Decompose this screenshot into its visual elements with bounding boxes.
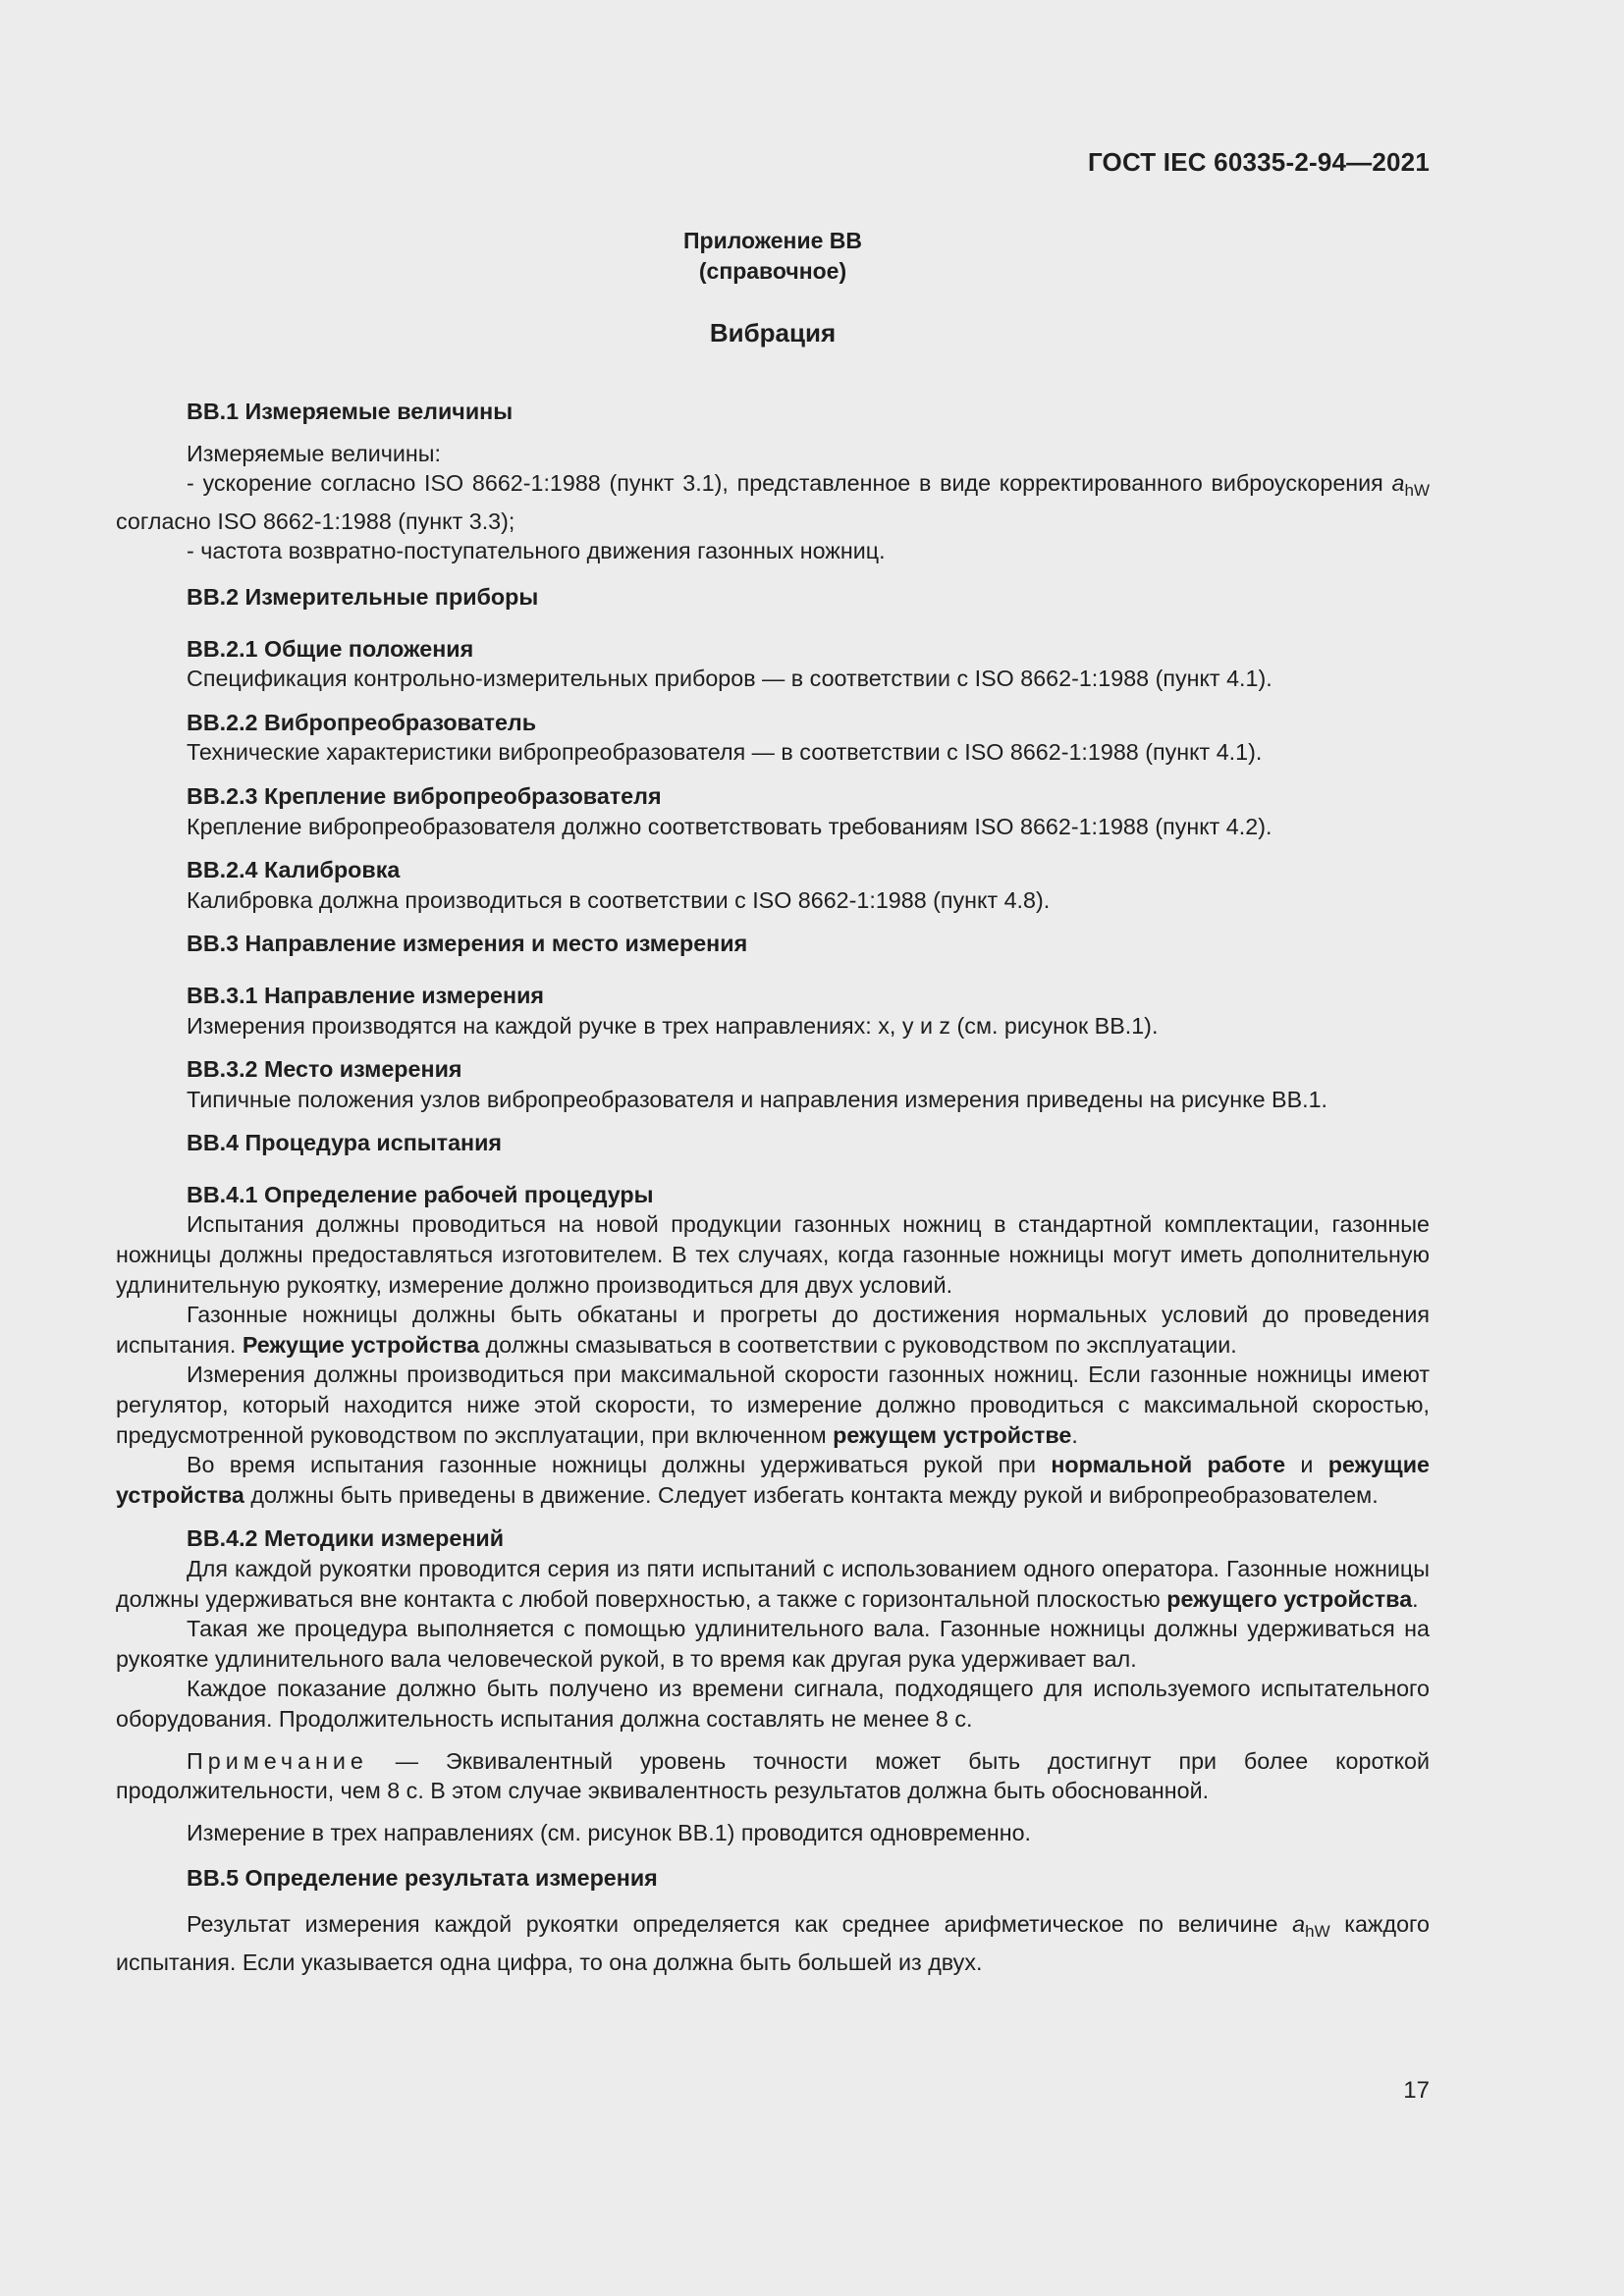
symbol-subscript: hW <box>1305 1921 1330 1941</box>
note: Примечание — Эквивалентный уровень точности может быть достигнут при более короткой продолжительности, чем 8 с. В этом случае эквивалентность результатов должна быть обоснованной. <box>116 1747 1430 1804</box>
paragraph: Измеряемые величины: <box>187 440 441 466</box>
annex-subtitle: (справочное) <box>698 258 847 284</box>
subsection-heading: ВВ.2.1 Общие положения <box>187 635 474 662</box>
subsection-heading: ВВ.4.2 Методики измерений <box>187 1525 505 1552</box>
paragraph: Измерения производятся на каждой ручке в трех направлениях: x, y и z (см. рисунок ВВ.1). <box>187 1012 1159 1039</box>
paragraph: Технические характеристики вибропреобразователя — в соответствии с ISO 8662-1:1988 (пункт 4.1). <box>187 739 1263 766</box>
paragraph: Каждое показание должно быть получено из времени сигнала, подходящего для используемого испытательного оборудования. Продолжительность испытания должна составлять не менее 8 с. <box>116 1676 1430 1732</box>
paragraph: Результат измерения каждой рукоятки определяется как среднее арифметическое по величине $a_{hW}$ каждого испытания. Если указывается одна цифра, то она должна быть большей из двух. <box>116 1910 1430 1975</box>
subsection-heading: ВВ.4.1 Определение рабочей процедуры <box>187 1181 654 1207</box>
section-heading: ВВ.5 Определение результата измерения <box>187 1865 658 1892</box>
paragraph: Крепление вибропреобразователя должно соответствовать требованиям ISO 8662-1:1988 (пункт 4.2). <box>187 813 1272 839</box>
term-bold: режущего устройства <box>1166 1585 1413 1612</box>
symbol-a: a <box>1292 1910 1306 1937</box>
paragraph: Для каждой рукоятки проводится серия из пяти испытаний с использованием одного оператора. Газонные ножницы должны удерживаться вне контакта с любой поверхностью, а также с горизонтальной плоскостью режущего устройства. <box>116 1556 1430 1612</box>
subsection-heading: ВВ.3.2 Место измерения <box>187 1056 462 1083</box>
paragraph: Калибровка должна производиться в соответствии с ISO 8662-1:1988 (пункт 4.8). <box>187 886 1051 913</box>
document-body <box>116 397 1430 1977</box>
subsection-heading: ВВ.3.1 Направление измерения <box>187 982 544 1008</box>
paragraph: Измерения должны производиться при максимальной скорости газонных ножниц. Если газонные ножницы имеют регулятор, который находится ниже этой скорости, то измерение должно проводиться с максимальной скоростью, предусмотренной руководством по эксплуатации, при включенном режущем устройстве. <box>116 1362 1430 1448</box>
paragraph: Во время испытания газонные ножницы должны удерживаться рукой при нормальной работе и режущие устройства должны быть приведены в движение. Следует избегать контакта между рукой и вибропреобразователем. <box>116 1452 1430 1508</box>
paragraph: Типичные положения узлов вибропреобразователя и направления измерения приведены на рисунке ВВ.1. <box>187 1086 1328 1112</box>
note-label: Примечание <box>187 1747 368 1774</box>
symbol-a: a <box>1391 470 1405 497</box>
term-bold: нормальной работе <box>1051 1452 1286 1478</box>
subsection-heading: ВВ.2.3 Крепление вибропреобразователя <box>187 782 662 809</box>
term-bold: режущие устройства <box>116 1452 1430 1508</box>
term-bold: режущем устройстве <box>833 1421 1072 1448</box>
symbol-subscript: hW <box>1404 481 1431 501</box>
paragraph: Спецификация контрольно-измерительных приборов — в соответствии с ISO 8662-1:1988 (пункт 4.1). <box>187 666 1272 692</box>
annex-heading <box>0 226 1545 287</box>
paragraph: Газонные ножницы должны быть обкатаны и прогреты до достижения нормальных условий до проведения испытания. Режущие устройства должны смазываться в соответствии с руководством по эксплуатации. <box>116 1302 1430 1358</box>
section-heading: ВВ.1 Измеряемые величины <box>187 399 514 424</box>
section-heading: ВВ.3 Направление измерения и место измерения <box>187 931 748 957</box>
section-heading: ВВ.4 Процедура испытания <box>187 1130 503 1156</box>
page-title: Вибрация <box>709 318 837 347</box>
annex-title: Приложение ВВ <box>682 228 862 253</box>
section-heading: ВВ.2 Измерительные приборы <box>187 583 539 610</box>
term-bold: Режущие устройства <box>242 1331 480 1358</box>
document-code: ГОСТ IEC 60335-2-94—2021 <box>1087 147 1430 177</box>
list-item: - частота возвратно-поступательного движения газонных ножниц. <box>187 538 886 564</box>
subsection-heading: ВВ.2.4 Калибровка <box>187 857 401 883</box>
paragraph: Измерение в трех направлениях (см. рисунок ВВ.1) проводится одновременно. <box>187 1819 1032 1845</box>
subsection-heading: ВВ.2.2 Вибропреобразователь <box>187 709 537 735</box>
list-item: - ускорение согласно ISO 8662-1:1988 (пункт 3.1), представленное в виде корректированного виброускорения $a_{hW}$ согласно ISO 8662-1:1988 (пункт 3.3); <box>116 470 1431 534</box>
paragraph: Такая же процедура выполняется с помощью удлинительного вала. Газонные ножницы должны удерживаться на рукоятке удлинительного вала человеческой рукой, в то время как другая рука удерживает вал. <box>116 1616 1430 1672</box>
paragraph: Испытания должны проводиться на новой продукции газонных ножниц в стандартной комплектации, газонные ножницы должны предоставляться изготовителем. В тех случаях, когда газонные ножницы могут иметь дополнительную удлинительную рукоятку, измерение должно производиться для двух условий. <box>116 1211 1430 1298</box>
page-number: 17 <box>1403 2077 1430 2104</box>
